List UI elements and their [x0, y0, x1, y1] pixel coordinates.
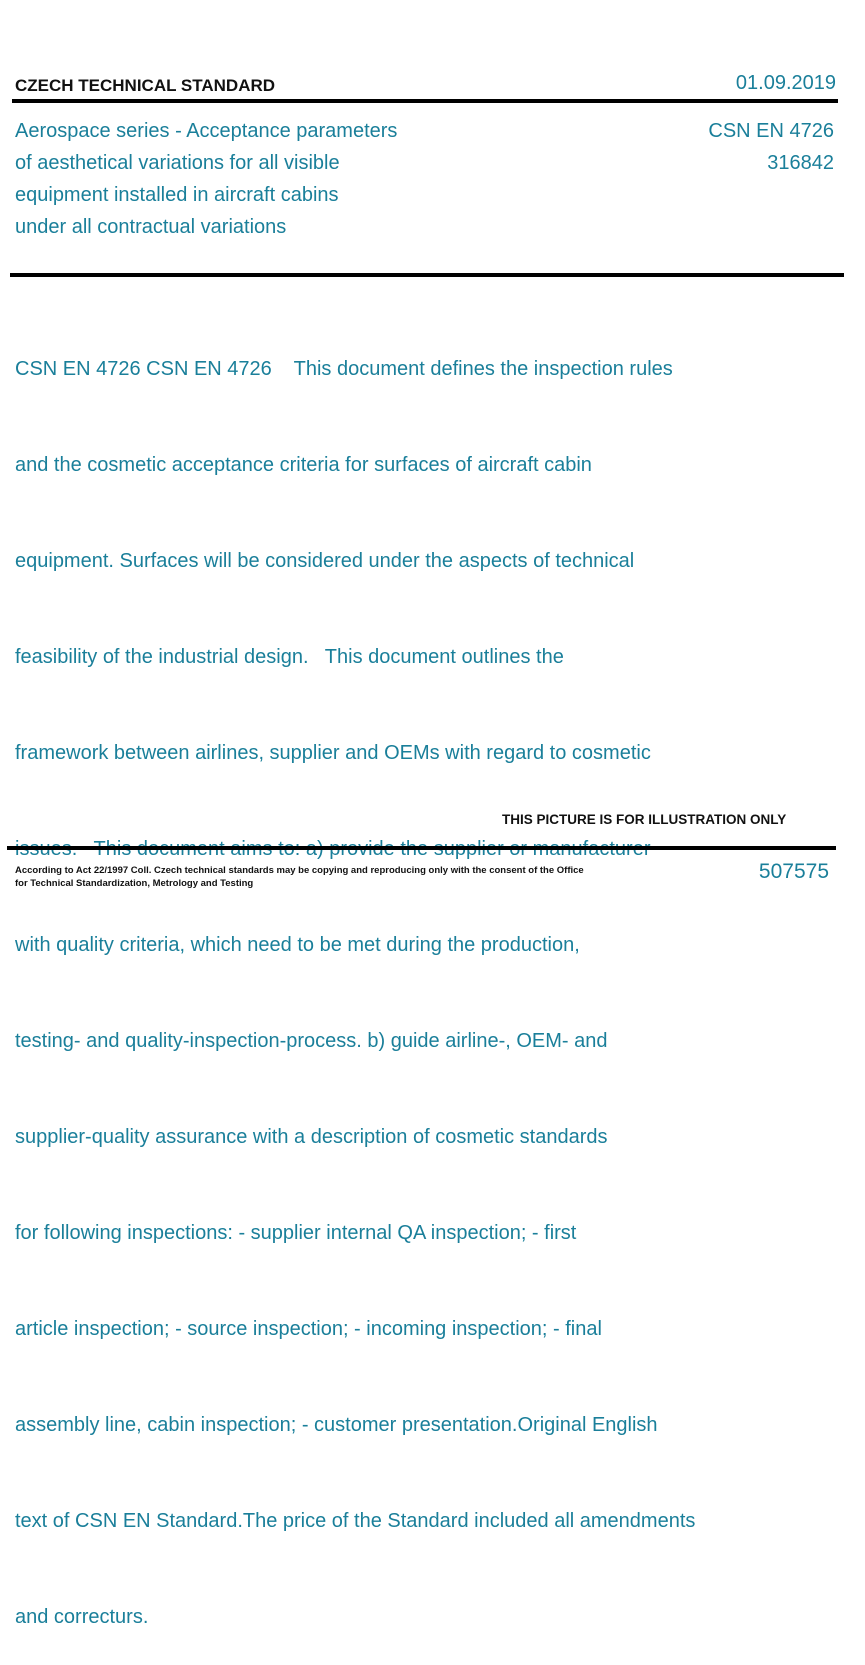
abstract-line: framework between airlines, supplier and OEMs with regard to cosmetic [15, 742, 651, 764]
standard-code: CSN EN 4726 [708, 120, 834, 142]
standard-type-label: CZECH TECHNICAL STANDARD [15, 76, 276, 95]
title-line: of aesthetical variations for all visible [15, 152, 340, 174]
illustration-disclaimer: THIS PICTURE IS FOR ILLUSTRATION ONLY [502, 812, 787, 827]
publication-date: 01.09.2019 [735, 72, 836, 94]
title-line: under all contractual variations [15, 216, 287, 238]
legal-notice-line: According to Act 22/1997 Coll. Czech technical standards may be copying and reproducing only with the consent of the Office [15, 865, 584, 876]
document-title [15, 115, 455, 243]
header-divider [12, 99, 838, 103]
abstract-line: and correcturs. [15, 1606, 149, 1628]
abstract-line: feasibility of the industrial design. This document outlines the [15, 646, 564, 668]
product-code: 507575 [758, 860, 829, 883]
standard-codes [708, 115, 834, 179]
catalog-number: 316842 [767, 152, 834, 174]
title-line: Aerospace series - Acceptance parameters [15, 120, 398, 142]
abstract-line: for following inspections: - supplier internal QA inspection; - first [15, 1222, 577, 1244]
abstract-line: equipment. Surfaces will be considered under the aspects of technical [15, 550, 635, 572]
footer-divider [7, 846, 836, 850]
legal-notice [15, 864, 585, 890]
title-divider [10, 273, 844, 277]
abstract-line: with quality criteria, which need to be met during the production, [15, 934, 580, 956]
title-line: equipment installed in aircraft cabins [15, 184, 339, 206]
abstract-line: supplier-quality assurance with a description of cosmetic standards [15, 1126, 608, 1148]
abstract-line: assembly line, cabin inspection; - customer presentation.Original English [15, 1414, 658, 1436]
abstract-line: article inspection; - source inspection; - incoming inspection; - final [15, 1318, 602, 1340]
abstract-line: text of CSN EN Standard.The price of the Standard included all amendments [15, 1510, 696, 1532]
document-abstract [15, 289, 765, 1665]
abstract-line: CSN EN 4726 CSN EN 4726 This document defines the inspection rules [15, 358, 673, 380]
abstract-line: testing- and quality-inspection-process. b) guide airline-, OEM- and [15, 1030, 608, 1052]
legal-notice-line: for Technical Standardization, Metrology and Testing [15, 878, 254, 889]
abstract-line: and the cosmetic acceptance criteria for surfaces of aircraft cabin [15, 454, 592, 476]
